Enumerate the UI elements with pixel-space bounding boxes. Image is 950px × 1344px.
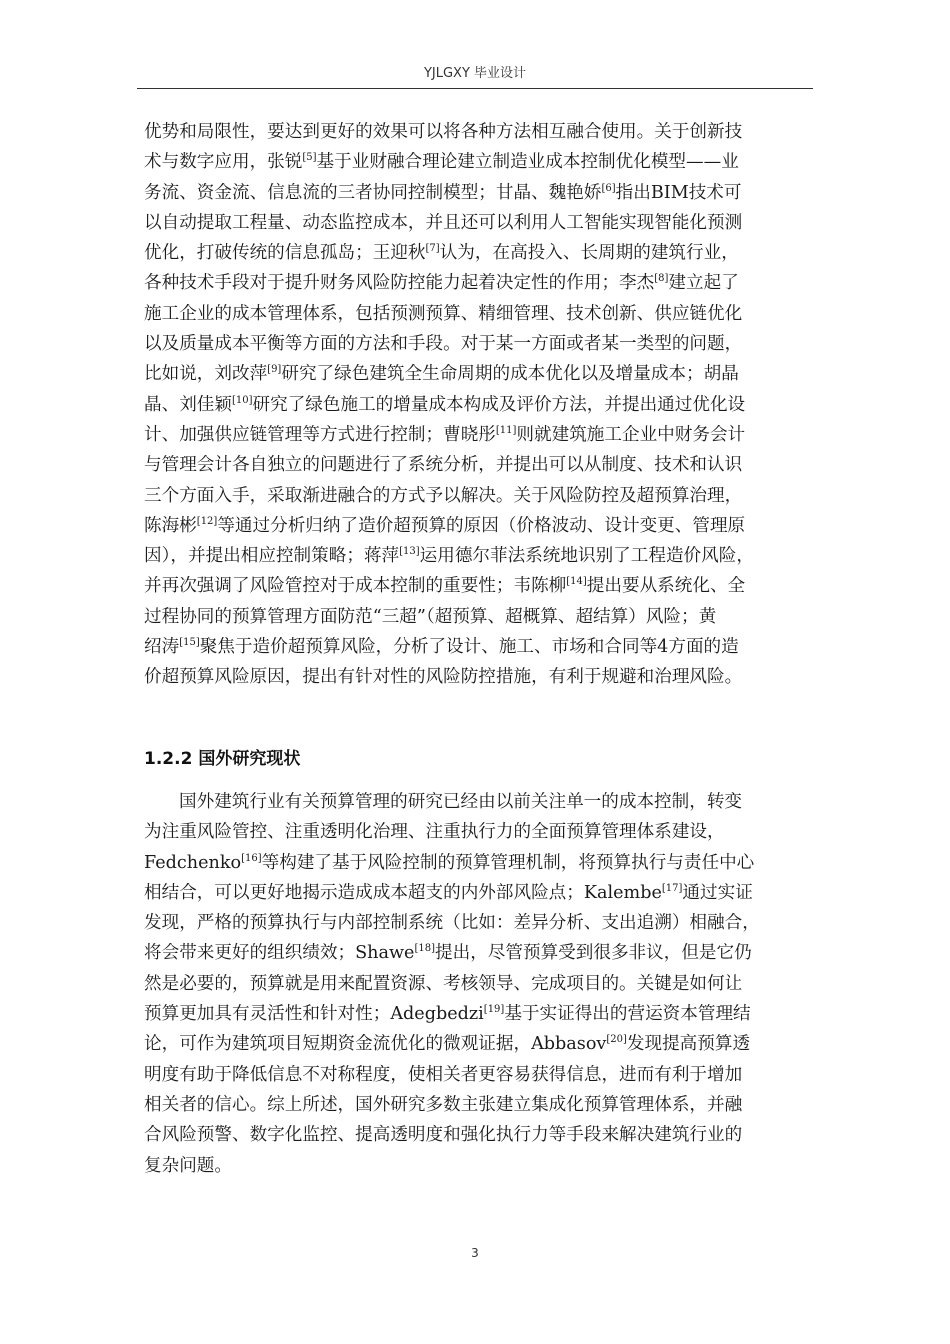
citation-marker: [16] (241, 852, 262, 864)
citation-marker: [10] (231, 394, 253, 406)
text-line: 将会带来更好的组织绩效；Shawe[18]提出，尽管预算受到很多非议，但是它仍 (144, 943, 752, 964)
text-line: 计、加强供应链管理等方式进行控制；曹晓彤[11]则就建筑施工企业中财务会计 (144, 424, 746, 445)
text-line: 陈海彬[12]等通过分析归纳了造价超预算的原因（价格波动、设计变更、管理原 (144, 515, 746, 536)
citation-marker: [8] (654, 273, 669, 285)
text-line: 以及质量成本平衡等方面的方法和手段。对于某一方面或者某一类型的问题， (144, 334, 743, 355)
text-line: 务流、资金流、信息流的三者协同控制模型；甘晶、魏艳娇[6]指出BIM技术可 (144, 182, 742, 203)
text-line: 过程协同的预算管理方面防范“三超”（超预算、超概算、超结算）风险；黄 (144, 606, 717, 627)
text-line: 晶、刘佳颖[10]研究了绿色施工的增量成本构成及评价方法，并提出通过优化设 (144, 394, 746, 415)
body-paragraph-2 (144, 787, 807, 1181)
citation-marker: [15] (179, 637, 200, 649)
text-line: 各种技术手段对于提升财务风险防控能力起着决定性的作用；李杰[8]建立起了 (144, 273, 739, 294)
citation-marker: [19] (483, 1004, 505, 1016)
citation-marker: [7] (425, 243, 440, 255)
text-line: 相关者的信心。综上所述，国外研究多数主张建立集成化预算管理体系，并融 (144, 1094, 743, 1115)
text-line: 施工企业的成本管理体系，包括预测预算、精细管理、技术创新、供应链优化 (144, 303, 743, 324)
text-line: 预算更加具有灵活性和针对性；Adegbedzi[19]基于实证得出的营运资本管理结 (144, 1004, 751, 1025)
text-line: 三个方面入手，采取渐进融合的方式予以解决。关于风险防控及超预算治理， (144, 485, 743, 506)
text-line: 与管理会计各自独立的问题进行了系统分析，并提出可以从制度、技术和认识 (144, 455, 743, 476)
text-line: 优化，打破传统的信息孤岛；王迎秋[7]认为，在高投入、长周期的建筑行业， (144, 243, 739, 264)
text-line: 绍涛[15]聚焦于造价超预算风险，分析了设计、施工、市场和合同等4方面的造 (144, 637, 739, 658)
citation-marker: [9] (267, 364, 282, 376)
text-line: 国外建筑行业有关预算管理的研究已经由以前关注单一的成本控制，转变 (179, 792, 743, 812)
citation-marker: [12] (196, 516, 218, 527)
citation-marker: [6] (601, 182, 616, 194)
text-line: 复杂问题。 (144, 1155, 232, 1176)
body-paragraph-1 (144, 117, 807, 693)
section-heading: 1.2.2 国外研究现状 (144, 749, 301, 769)
citation-marker: [20] (606, 1034, 627, 1046)
text-line: 比如说，刘改萍[9]研究了绿色建筑全生命周期的成本优化以及增量成本；胡晶 (144, 364, 739, 385)
page-number: 3 (471, 1246, 479, 1260)
text-line: 以自动提取工程量、动态监控成本，并且还可以利用人工智能实现智能化预测 (144, 212, 743, 233)
text-line: 相结合，可以更好地揭示造成成本超支的内外部风险点；Kalembe[17]通过实证 (144, 882, 753, 903)
citation-marker: [5] (302, 152, 317, 164)
citation-marker: [11] (495, 425, 517, 437)
text-line: 因），并提出相应控制策略；蒋萍[13]运用德尔菲法系统地识别了工程造价风险， (144, 546, 754, 567)
running-header: YJLGXY 毕业设计 (423, 66, 527, 81)
text-line: 发现，严格的预算执行与内部控制系统（比如：差异分析、支出追溯）相融合， (144, 913, 760, 934)
text-line: 优势和局限性，要达到更好的效果可以将各种方法相互融合使用。关于创新技 (144, 122, 743, 142)
citation-marker: [18] (414, 943, 436, 955)
text-line: 然是必要的，预算就是用来配置资源、考核领导、完成项目的。关键是如何让 (144, 973, 743, 994)
text-line: Fedchenko[16]等构建了基于风险控制的预算管理机制，将预算执行与责任中心 (144, 852, 755, 873)
citation-marker: [17] (661, 883, 683, 895)
text-line: 价超预算风险原因，提出有针对性的风险防控措施，有利于规避和治理风险。 (144, 667, 743, 688)
text-line: 为注重风险管控、注重透明化治理、注重执行力的全面预算管理体系建设， (144, 822, 725, 843)
text-line: 并再次强调了风险管控对于成本控制的重要性；韦陈柳[14]提出要从系统化、全 (144, 576, 746, 597)
text-line: 论，可作为建筑项目短期资金流优化的微观证据，Abbasov[20]发现提高预算透 (144, 1034, 751, 1055)
citation-marker: [13] (399, 546, 420, 558)
header-rule (137, 88, 813, 89)
citation-marker: [14] (566, 576, 587, 588)
text-line: 合风险预警、数字化监控、提高透明度和强化执行力等手段来解决建筑行业的 (144, 1125, 743, 1146)
text-line: 明度有助于降低信息不对称程度，使相关者更容易获得信息，进而有利于增加 (144, 1064, 743, 1085)
text-line: 术与数字应用，张锐[5]基于业财融合理论建立制造业成本控制优化模型——业 (144, 152, 739, 173)
